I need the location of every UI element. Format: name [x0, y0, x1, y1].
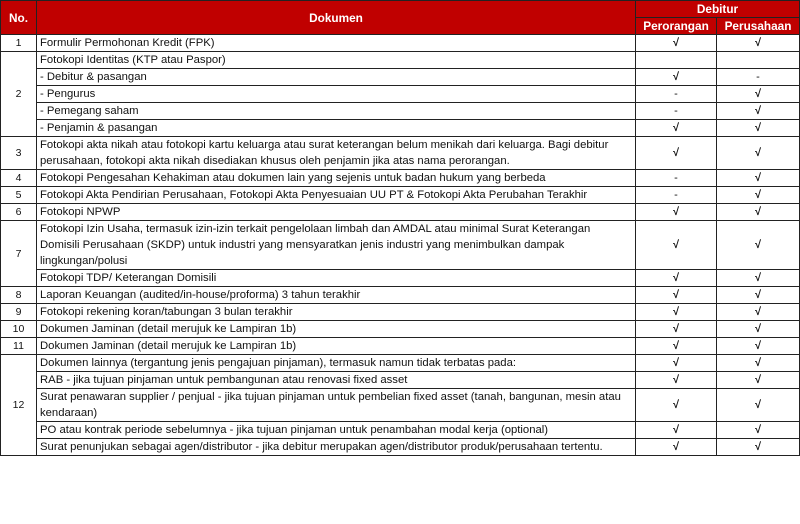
perorangan-mark: √	[636, 372, 717, 389]
table-row	[1, 170, 800, 187]
document-name: Dokumen lainnya (tergantung jenis pengajuan pinjaman), termasuk namun tidak terbatas pada:	[37, 355, 636, 372]
perorangan-mark	[636, 52, 717, 69]
perusahaan-mark: √	[717, 287, 800, 304]
document-name: Laporan Keuangan (audited/in-house/proforma) 3 tahun terakhir	[37, 287, 636, 304]
perusahaan-mark: √	[717, 120, 800, 137]
row-number: 3	[1, 137, 37, 170]
table-row	[1, 86, 800, 103]
table-row	[1, 389, 800, 422]
perusahaan-mark: √	[717, 304, 800, 321]
document-name: Dokumen Jaminan (detail merujuk ke Lampiran 1b)	[37, 321, 636, 338]
document-name: - Pemegang saham	[37, 103, 636, 120]
document-name: Surat penunjukan sebagai agen/distributor - jika debitur merupakan agen/distributor produk/perusahaan tertentu.	[37, 439, 636, 456]
perorangan-mark: √	[636, 422, 717, 439]
perusahaan-mark: √	[717, 439, 800, 456]
table-row	[1, 439, 800, 456]
document-name: Fotokopi Izin Usaha, termasuk izin-izin terkait pengelolaan limbah dan AMDAL atau minimal Surat Keterangan Domisili Perusahaan (SKDP) untuk industri yang mensyaratkan jenis industri yang menimbulkan dampak lingkungan/polusi	[37, 221, 636, 270]
document-name: Fotokopi NPWP	[37, 204, 636, 221]
row-number: 11	[1, 338, 37, 355]
perusahaan-mark: √	[717, 86, 800, 103]
document-name: Fotokopi akta nikah atau fotokopi kartu keluarga atau surat keterangan belum menikah dari keluarga. Bagi debitur perusahaan, fotokopi akta nikah disediakan khusus oleh penjamin jika atas nama perorangan.	[37, 137, 636, 170]
table-row	[1, 103, 800, 120]
header-no: No.	[1, 1, 37, 35]
table-row	[1, 35, 800, 52]
perusahaan-mark: √	[717, 355, 800, 372]
perorangan-mark: √	[636, 304, 717, 321]
perorangan-mark: √	[636, 221, 717, 270]
perusahaan-mark: √	[717, 422, 800, 439]
perusahaan-mark: -	[717, 69, 800, 86]
perusahaan-mark: √	[717, 321, 800, 338]
header-debitur: Debitur	[636, 1, 800, 18]
table-row	[1, 270, 800, 287]
perorangan-mark: √	[636, 287, 717, 304]
perorangan-mark: -	[636, 103, 717, 120]
table-row	[1, 204, 800, 221]
perusahaan-mark: √	[717, 187, 800, 204]
perusahaan-mark: √	[717, 204, 800, 221]
document-name: Fotokopi Identitas (KTP atau Paspor)	[37, 52, 636, 69]
perusahaan-mark: √	[717, 338, 800, 355]
row-number: 5	[1, 187, 37, 204]
document-name: Fotokopi Pengesahan Kehakiman atau dokumen lain yang sejenis untuk badan hukum yang berbeda	[37, 170, 636, 187]
document-name: Dokumen Jaminan (detail merujuk ke Lampiran 1b)	[37, 338, 636, 355]
document-name: Fotokopi Akta Pendirian Perusahaan, Fotokopi Akta Penyesuaian UU PT & Fotokopi Akta Perubahan Terakhir	[37, 187, 636, 204]
table-row	[1, 287, 800, 304]
perusahaan-mark: √	[717, 270, 800, 287]
document-name: PO atau kontrak periode sebelumnya - jika tujuan pinjaman untuk penambahan modal kerja (optional)	[37, 422, 636, 439]
document-name: Formulir Permohonan Kredit (FPK)	[37, 35, 636, 52]
document-name: - Debitur & pasangan	[37, 69, 636, 86]
header-dokumen: Dokumen	[37, 1, 636, 35]
table-row	[1, 338, 800, 355]
row-number: 7	[1, 221, 37, 287]
document-name: RAB - jika tujuan pinjaman untuk pembangunan atau renovasi fixed asset	[37, 372, 636, 389]
perorangan-mark: √	[636, 204, 717, 221]
perorangan-mark: √	[636, 270, 717, 287]
perorangan-mark: √	[636, 120, 717, 137]
row-number: 10	[1, 321, 37, 338]
perusahaan-mark	[717, 52, 800, 69]
header-perorangan: Perorangan	[636, 18, 717, 35]
perorangan-mark: √	[636, 69, 717, 86]
table-row	[1, 187, 800, 204]
perorangan-mark: √	[636, 355, 717, 372]
table-row	[1, 137, 800, 170]
row-number: 9	[1, 304, 37, 321]
perorangan-mark: -	[636, 187, 717, 204]
perusahaan-mark: √	[717, 170, 800, 187]
perorangan-mark: -	[636, 86, 717, 103]
perusahaan-mark: √	[717, 35, 800, 52]
row-number: 4	[1, 170, 37, 187]
perorangan-mark: √	[636, 321, 717, 338]
perusahaan-mark: √	[717, 389, 800, 422]
document-name: Fotokopi rekening koran/tabungan 3 bulan terakhir	[37, 304, 636, 321]
perorangan-mark: -	[636, 170, 717, 187]
row-number: 12	[1, 355, 37, 456]
perusahaan-mark: √	[717, 372, 800, 389]
document-name: - Penjamin & pasangan	[37, 120, 636, 137]
perorangan-mark: √	[636, 439, 717, 456]
row-number: 1	[1, 35, 37, 52]
table-row	[1, 355, 800, 372]
row-number: 2	[1, 52, 37, 137]
perorangan-mark: √	[636, 338, 717, 355]
table-row	[1, 52, 800, 69]
document-name: Surat penawaran supplier / penjual - jika tujuan pinjaman untuk pembelian fixed asset (tanah, bangunan, mesin atau kendaraan)	[37, 389, 636, 422]
table-row	[1, 304, 800, 321]
row-number: 8	[1, 287, 37, 304]
table-row	[1, 422, 800, 439]
table-row	[1, 69, 800, 86]
row-number: 6	[1, 204, 37, 221]
document-name: - Pengurus	[37, 86, 636, 103]
table-row	[1, 321, 800, 338]
perusahaan-mark: √	[717, 221, 800, 270]
perusahaan-mark: √	[717, 137, 800, 170]
perorangan-mark: √	[636, 137, 717, 170]
perorangan-mark: √	[636, 35, 717, 52]
document-name: Fotokopi TDP/ Keterangan Domisili	[37, 270, 636, 287]
header-perusahaan: Perusahaan	[717, 18, 800, 35]
table-row	[1, 372, 800, 389]
table-row	[1, 120, 800, 137]
perusahaan-mark: √	[717, 103, 800, 120]
perorangan-mark: √	[636, 389, 717, 422]
table-row	[1, 221, 800, 270]
